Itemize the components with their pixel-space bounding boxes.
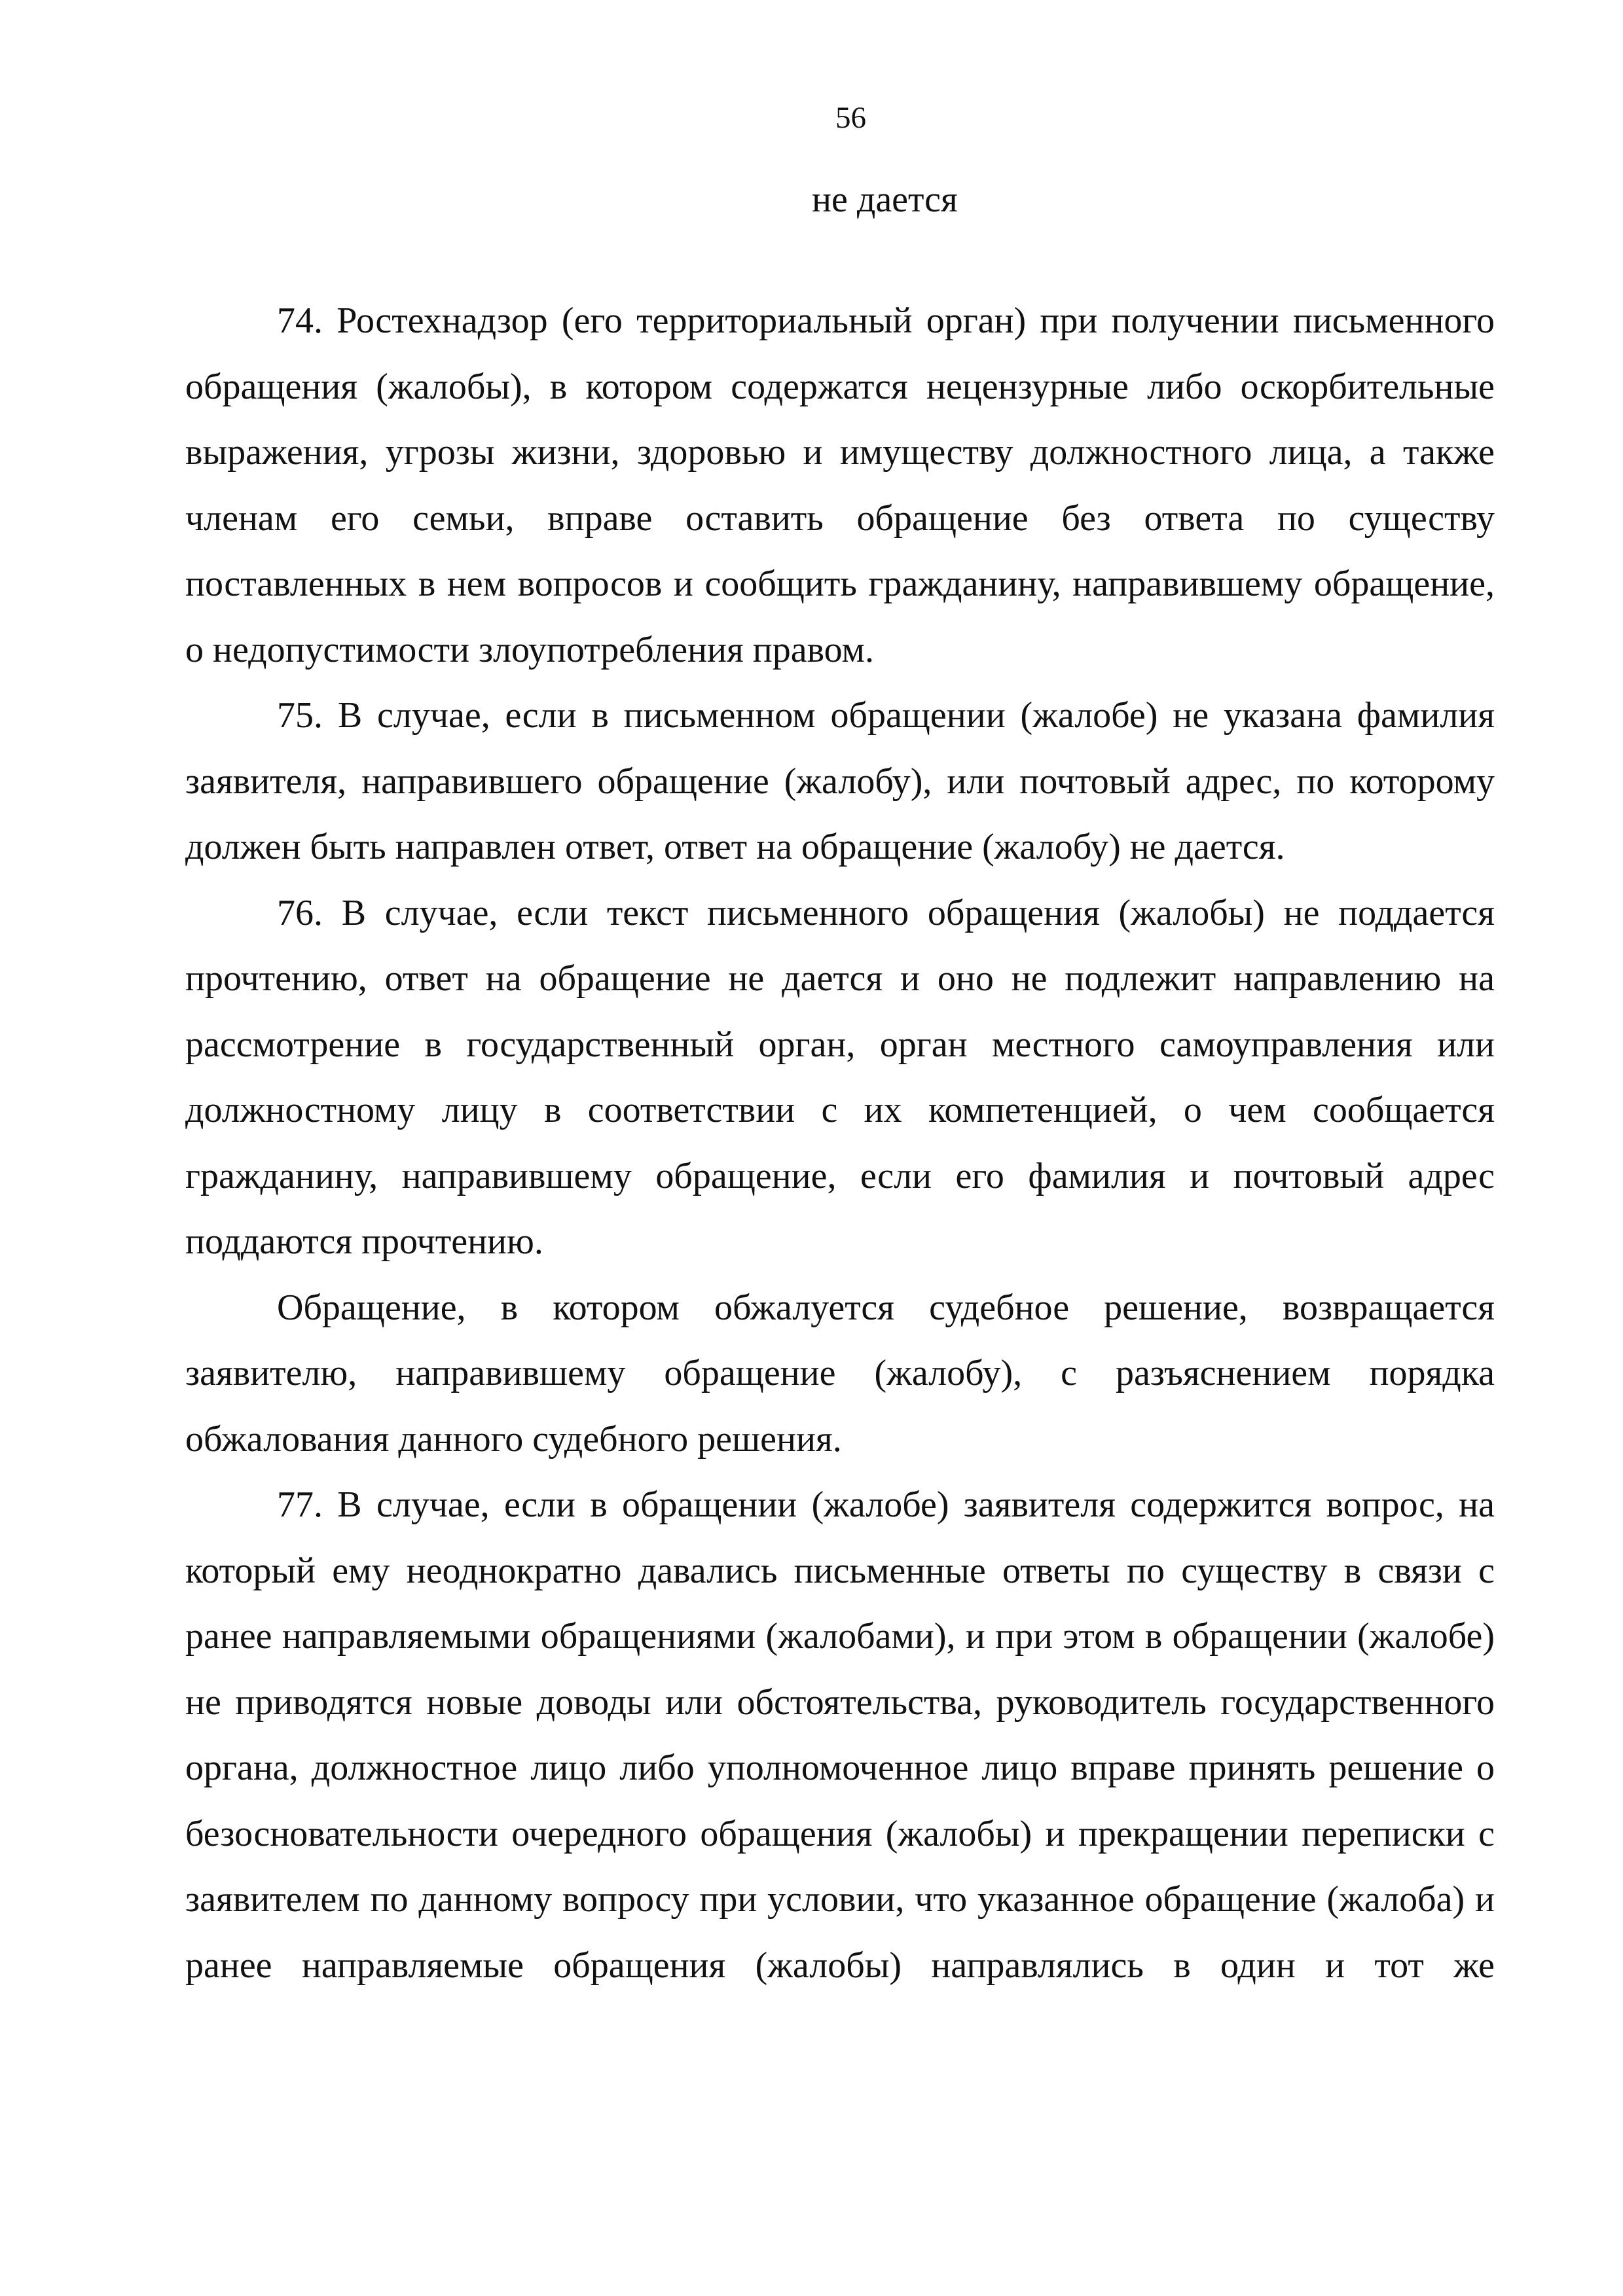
paragraph-75: 75. В случае, если в письменном обращении (жалобе) не указана фамилия заявителя, направившего обращение (жалобу), или почтовый адрес, по которому должен быть направлен ответ, ответ на обращение (жалобу) не дается. bbox=[185, 695, 1495, 867]
continuation-text: не дается bbox=[812, 179, 958, 220]
paragraph-77: 77. В случае, если в обращении (жалобе) заявителя содержится вопрос, на который ему неоднократно давались письменные ответы по существу в связи с ранее направляемыми обращениями (жалобами), и при этом в обращении (жалобе) не приводятся новые доводы или обстоятельства, руководитель государственного органа, должностное лицо либо уполномоченное лицо вправе принять решение о безосновательности очередного обращения (жалобы) и прекращении переписки с заявителем по данному вопросу при условии, что указанное обращение (жалоба) и ранее направляемые обращения (жалобы) направлялись в один и тот же bbox=[185, 1484, 1495, 1986]
paragraph-76: 76. В случае, если текст письменного обращения (жалобы) не поддается прочтению, ответ на обращение не дается и оно не подлежит направлению на рассмотрение в государственный орган, орган местного самоуправления или должностному лицу в соответствии с их компетенцией, о чем сообщается гражданину, направившему обращение, если его фамилия и почтовый адрес поддаются прочтению. bbox=[185, 892, 1495, 1262]
body-text bbox=[185, 288, 1495, 1998]
page-number: 56 bbox=[835, 101, 866, 135]
paragraph-74: 74. Ростехнадзор (его территориальный орган) при получении письменного обращения (жалобы), в котором содержатся нецензурные либо оскорбительные выражения, угрозы жизни, здоровью и имуществу должностного лица, а также членам его семьи, вправе оставить обращение без ответа по существу поставленных в нем вопросов и сообщить гражданину, направившему обращение, о недопустимости злоупотребления правом. bbox=[185, 300, 1495, 670]
paragraph-76-continuation: Обращение, в котором обжалуется судебное решение, возвращается заявителю, направившему обращение (жалобу), с разъяснением порядка обжалования данного судебного решения. bbox=[185, 1287, 1495, 1460]
